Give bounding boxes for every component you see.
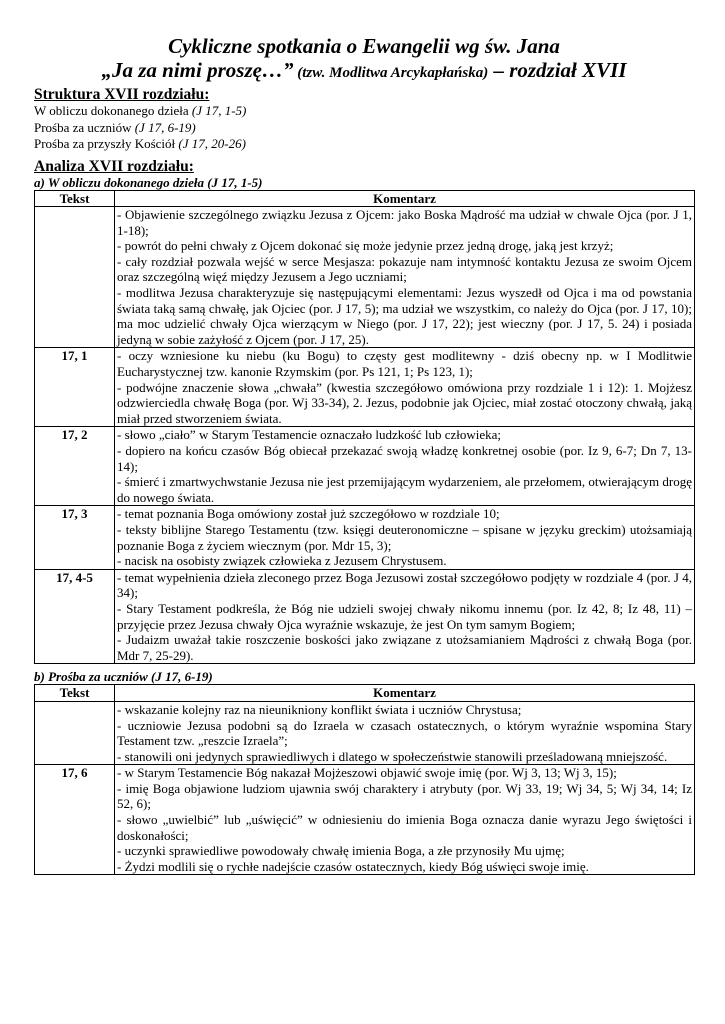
section-b-heading: b) Prośba za uczniów (J 17, 6-19)	[34, 669, 213, 685]
verse-cell	[35, 207, 115, 348]
verse-cell: 17, 2	[35, 427, 115, 506]
comment-cell	[115, 701, 695, 764]
comment-item: - dopiero na końcu czasów Bóg obiecał przekazać swoją władzę konkretnej osobie (por. Iz 9, 6-7; Dn 7, 13-14);	[117, 443, 692, 474]
verse-cell: 17, 1	[35, 348, 115, 427]
subtitle-note: (tzw. Modlitwa Arcykapłańska)	[293, 65, 489, 81]
structure-item: Prośba za uczniów (J 17, 6-19)	[34, 119, 196, 135]
verse-cell	[35, 701, 115, 764]
table-row	[35, 569, 695, 664]
column-header-comment: Komentarz	[115, 685, 695, 702]
comment-item: - wskazanie kolejny raz na nieunikniony konflikt świata i uczniów Chrystusa;	[117, 701, 522, 717]
column-header-comment: Komentarz	[115, 190, 695, 207]
comment-item: - oczy wzniesione ku niebu (ku Bogu) to częsty gest modlitewny - dziś obecny np. w I Modlitwie Eucharystycznej tzw. kanonie Rzymskim (por. Ps 121, 1; Ps 123, 1);	[117, 348, 692, 380]
column-header-text: Tekst	[35, 190, 115, 207]
structure-list	[34, 103, 694, 153]
comment-item: - uczniowie Jezusa podobni są do Izraela w czasach ostatecznych, o którym wyraźnie wspomina Stary Testament tzw. „reszcie Izraela”;	[117, 717, 692, 749]
subtitle-main: „Ja za nimi proszę…”	[101, 58, 294, 82]
table-row	[35, 506, 695, 569]
comment-item: - Objawienie szczególnego związku Jezusa z Ojcem: jako Boska Mądrość ma udział w chwale Ojca (por. J 1, 1-18);	[117, 207, 692, 238]
subtitle-chapter: – rozdział XVII	[488, 58, 627, 82]
comment-item: - imię Boga objawione ludziom ujawnia swój charaktery i atrybuty (por. Wj 33, 19; Wj 34, 5; Wj 34, 14; Iz 52, 6);	[117, 780, 692, 812]
comment-item: - słowo „ciało” w Starym Testamencie oznaczało ludzkość lub człowieka;	[117, 427, 502, 443]
document-page	[34, 34, 694, 875]
analysis-heading: Analiza XVII rozdziału:	[34, 157, 194, 175]
table-row	[35, 427, 695, 506]
document-title: Cykliczne spotkania o Ewangelii wg św. Jana	[168, 34, 560, 58]
section-a-heading: a) W obliczu dokonanego dzieła (J 17, 1-5)	[34, 174, 263, 190]
table-row	[35, 701, 695, 764]
column-header-text: Tekst	[35, 685, 115, 702]
structure-item: Prośba za przyszły Kościół (J 17, 20-26)	[34, 136, 246, 151]
structure-item: W obliczu dokonanego dzieła (J 17, 1-5)	[34, 103, 247, 118]
comment-item: - podwójne znaczenie słowa „chwała” (kwestia szczegółowo omówiona przy rozdziale 1 i 12): 1. Mojżesz odzwierciedla chwałę Boga (por. Wj 33-34), 2. Jezus, podobnie jak Ojciec, miał zostać otoczony chwałą, jaką miał przed stworzeniem świata.	[117, 379, 692, 426]
verse-cell: 17, 6	[35, 765, 115, 875]
document-subtitle	[34, 58, 694, 85]
comment-item: - Żydzi modlili się o rychłe nadejście czasów ostatecznych, kiedy Bóg uświęci swoje imię.	[117, 858, 589, 874]
comment-item: - nacisk na osobisty związek człowieka z Jezusem Chrystusem.	[117, 553, 447, 569]
table-row	[35, 207, 695, 348]
verse-cell: 17, 4-5	[35, 569, 115, 664]
comment-cell	[115, 207, 695, 348]
table-section-a	[34, 190, 695, 665]
comment-item: - cały rozdział pozwala wejść w serce Mesjasza: pokazuje nam intymność kontaktu Jezusa ze swoim Ojcem oraz szczególną więź między Jezusem a Jego uczniami;	[117, 253, 692, 285]
comment-item: - teksty biblijne Starego Testamentu (tzw. księgi deuteronomiczne – spisane w języku greckim) utożsamiają poznanie Boga z życiem wiecznym (por. Mdr 15, 3);	[117, 521, 692, 553]
comment-item: - śmierć i zmartwychwstanie Jezusa nie jest przemijającym wydarzeniem, ale przełomem, otwierającym drogę do nowego świata.	[117, 474, 692, 505]
comment-item: - uczynki sprawiedliwe powodowały chwałę imienia Boga, a złe przynosiły Mu ujmę;	[117, 843, 565, 859]
table-row	[35, 348, 695, 427]
comment-item: - stanowili oni jedynych sprawiedliwych i dlatego w społeczeństwie stanowili prześladowaną mniejszość.	[117, 748, 668, 764]
comment-cell	[115, 506, 695, 569]
comment-item: - słowo „uwielbić” lub „uświęcić” w odniesieniu do imienia Boga oznacza danie wyrazu Jego świętości i doskonałości;	[117, 812, 692, 843]
table-row	[35, 765, 695, 875]
comment-cell	[115, 765, 695, 875]
verse-cell: 17, 3	[35, 506, 115, 569]
comment-item: - temat wypełnienia dzieła zleconego przez Boga Jezusowi został szczegółowo podjęty w rozdziale 4 (por. J 4, 34);	[117, 569, 692, 601]
comment-item: - Stary Testament podkreśla, że Bóg nie udzieli swojej chwały nikomu innemu (por. Iz 42, 8; Iz 48, 11) – przyjęcie przez Jezusa chwały Ojca wyraźnie wskazuje, że jest On tym samym Bogiem;	[117, 600, 692, 632]
comment-item: - Judaizm uważał takie roszczenie boskości jako związane z utożsamianiem Mądrości z chwałą Boga (por. Mdr 7, 25-29).	[117, 632, 692, 663]
table-section-b	[34, 684, 695, 875]
comment-cell	[115, 427, 695, 506]
structure-heading: Struktura XVII rozdziału:	[34, 86, 210, 103]
comment-item: - w Starym Testamencie Bóg nakazał Mojżeszowi objawić swoje imię (por. Wj 3, 13; Wj 3, 15);	[117, 765, 617, 781]
comment-item: - modlitwa Jezusa charakteryzuje się następującymi elementami: Jezus wyszedł od Ojca i ma od powstania świata taką samą chwałę, jak Ojciec (por. J 17, 5); ma udział we wszystkim, co należy do Ojca (por. J 17, 10); ma moc udzielić chwały Ojca wierzącym w Niego (por. J 17, 22); jest wieczny (por. J 17, 5. 24) i posiada jedyną w sobie zażyłość z Ojcem (por. J 17, 25).	[117, 285, 692, 347]
comment-item: - temat poznania Boga omówiony został już szczegółowo w rozdziale 10;	[117, 506, 500, 522]
comment-item: - powrót do pełni chwały z Ojcem dokonać się może jedynie przez jedną drogę, jaką jest krzyż;	[117, 238, 614, 254]
comment-cell	[115, 348, 695, 427]
comment-cell	[115, 569, 695, 664]
